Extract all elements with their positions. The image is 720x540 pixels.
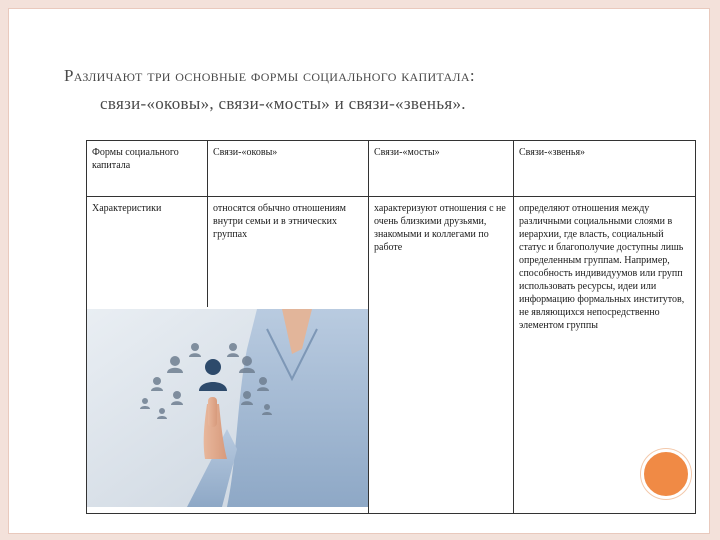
table-cell: определяют отношения между различными социальными слоями в иерархии, где власть, социальный статус и благополучие доступны лишь определенным группам. Например, способность индивидуумов или групп использовать ресурсы, идеи или информацию формальных институтов, не являющихся непосредственно элементом группы	[514, 197, 696, 514]
header-cell: Формы социального капитала	[87, 141, 208, 197]
slide-title	[64, 62, 664, 118]
table-cell: характеризуют отношения с не очень близкими друзьями, знакомыми и коллегами по работе	[369, 197, 514, 514]
header-cell: Связи-«оковы»	[208, 141, 369, 197]
header-cell: Связи-«звенья»	[514, 141, 696, 197]
network-photo-illustration	[87, 309, 368, 507]
business-network-photo	[87, 309, 368, 507]
table-cell: относятся обычно отношениям внутри семьи и в этнических группах	[207, 197, 367, 307]
header-cell: Связи-«мосты»	[369, 141, 514, 197]
title-line-2: связи-«оковы», связи-«мосты» и связи-«звенья».	[100, 94, 466, 113]
title-line-1: Различают три основные формы социального капитала:	[64, 66, 475, 85]
decorative-circle	[641, 449, 691, 499]
forms-table	[86, 140, 696, 514]
row-label-and-photo-cell	[87, 197, 369, 514]
table-row	[87, 197, 696, 514]
table-header-row	[87, 141, 696, 197]
row-label: Характеристики	[92, 203, 162, 214]
